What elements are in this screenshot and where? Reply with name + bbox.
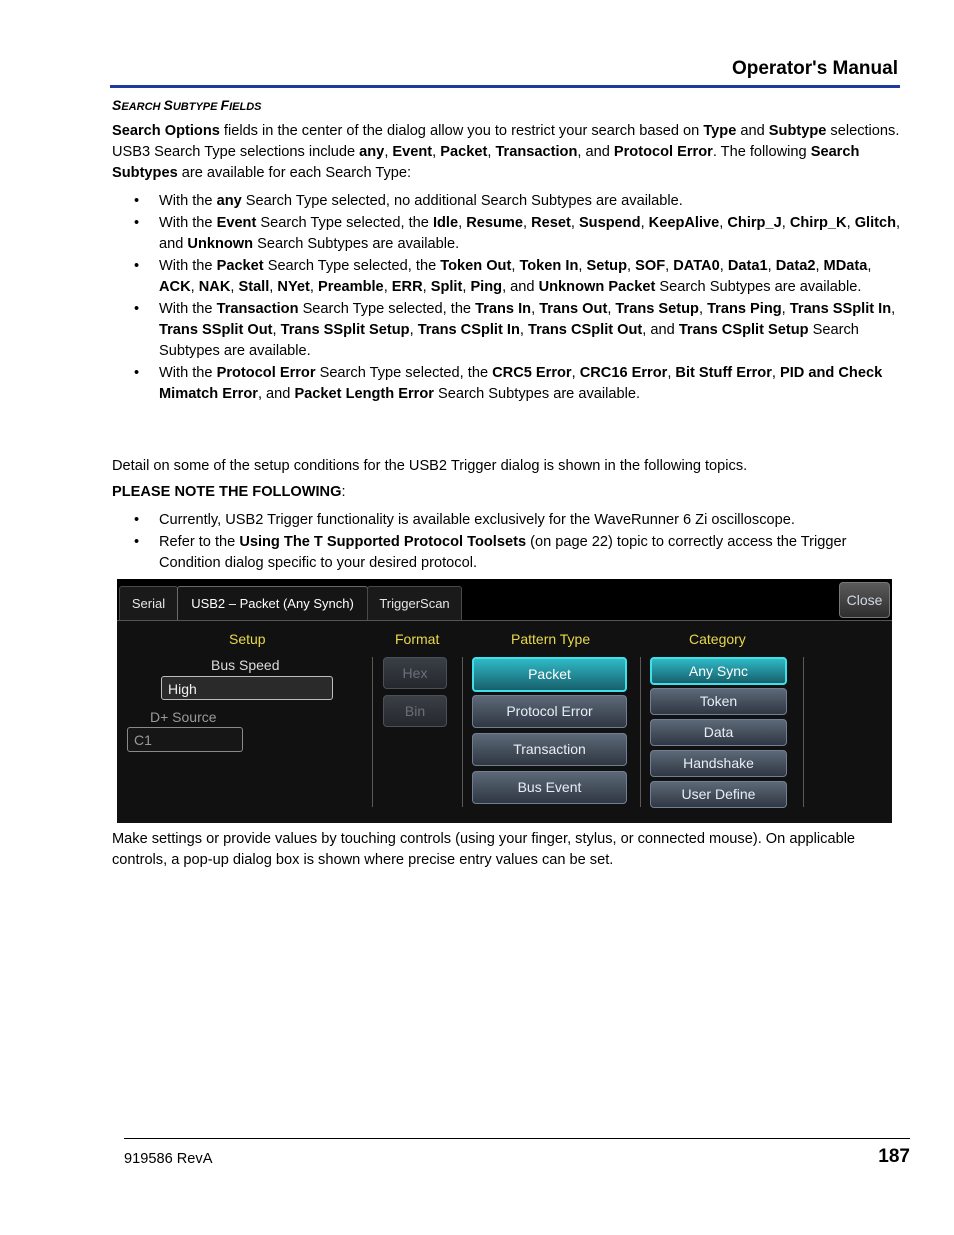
tab-triggerscan[interactable]: TriggerScan bbox=[367, 586, 462, 621]
detail-paragraph: Detail on some of the setup conditions for the USB2 Trigger dialog is shown in the following topics. bbox=[112, 458, 748, 474]
note-heading: PLEASE NOTE THE FOLLOWING: bbox=[112, 484, 346, 500]
after-paragraph: Make settings or provide values by touching controls (using your finger, stylus, or connected mouse). On applicable controls, a pop-up dialog box is shown where precise entry values can be set. bbox=[112, 831, 856, 868]
column-divider bbox=[462, 657, 463, 807]
format-hex-button[interactable]: Hex bbox=[383, 657, 447, 689]
format-title: Format bbox=[395, 631, 440, 647]
note-list bbox=[112, 510, 902, 575]
section-heading: SEARCH SUBTYPE FIELDS bbox=[112, 97, 262, 113]
category-title: Category bbox=[689, 631, 746, 647]
dplus-source-label: D+ Source bbox=[150, 709, 217, 725]
footer-rule bbox=[124, 1138, 910, 1139]
list-item: • With the Transaction Search Type selected, the Trans In, Trans Out, Trans Setup, Trans Ping, Trans SSplit In, Trans SSplit Out, Trans SSplit Setup, Trans CSplit In, Trans CSplit Out, and Trans CSplit Setup Search Subtypes are available. bbox=[112, 299, 902, 362]
list-item: • Refer to the Using The T Supported Protocol Toolsets (on page 22) topic to correctly access the Trigger Condition dialog specific to your desired protocol. bbox=[112, 532, 902, 574]
pattern-packet-button[interactable]: Packet bbox=[472, 657, 627, 692]
list-item: • With the Packet Search Type selected, the Token Out, Token In, Setup, SOF, DATA0, Data1, Data2, MData, ACK, NAK, Stall, NYet, Preamble, ERR, Split, Ping, and Unknown Packet Search Subtypes are available. bbox=[112, 256, 902, 298]
setup-title: Setup bbox=[229, 631, 266, 647]
usb2-trigger-dialog-screenshot bbox=[117, 579, 892, 823]
list-item: • With the any Search Type selected, no additional Search Subtypes are available. bbox=[112, 191, 902, 212]
category-handshake-button[interactable]: Handshake bbox=[650, 750, 787, 777]
format-bin-button[interactable]: Bin bbox=[383, 695, 447, 727]
list-item: • With the Protocol Error Search Type selected, the CRC5 Error, CRC16 Error, Bit Stuff Error, PID and Check Mimatch Error, and Packet Length Error Search Subtypes are available. bbox=[112, 363, 902, 405]
category-user-define-button[interactable]: User Define bbox=[650, 781, 787, 808]
page-number: 187 bbox=[878, 1146, 910, 1167]
pattern-type-title: Pattern Type bbox=[511, 631, 591, 647]
search-subtype-list bbox=[112, 191, 902, 406]
bus-speed-field[interactable]: High bbox=[161, 676, 333, 700]
intro-paragraph: Search Options fields in the center of the dialog allow you to restrict your search based on Type and Subtype selections. USB3 Search Type selections include any, Event, Packet, Transaction, and Protocol Error. The following Search Subtypes are available for each Search Type: bbox=[112, 123, 900, 181]
header-rule bbox=[110, 85, 900, 88]
column-divider bbox=[803, 657, 804, 807]
bus-speed-label: Bus Speed bbox=[211, 657, 280, 673]
page-header-title: Operator's Manual bbox=[731, 58, 898, 79]
list-item: • Currently, USB2 Trigger functionality is available exclusively for the WaveRunner 6 Zi oscilloscope. bbox=[112, 510, 902, 531]
category-token-button[interactable]: Token bbox=[650, 688, 787, 715]
column-divider bbox=[640, 657, 641, 807]
pattern-bus-event-button[interactable]: Bus Event bbox=[472, 771, 627, 804]
dialog-body bbox=[117, 620, 892, 823]
category-data-button[interactable]: Data bbox=[650, 719, 787, 746]
tab-serial[interactable]: Serial bbox=[119, 586, 178, 621]
pattern-transaction-button[interactable]: Transaction bbox=[472, 733, 627, 766]
category-any-sync-button[interactable]: Any Sync bbox=[650, 657, 787, 685]
close-button[interactable]: Close bbox=[839, 582, 890, 618]
tab-bar bbox=[117, 579, 892, 620]
dplus-source-field[interactable]: C1 bbox=[127, 727, 243, 752]
tab-usb2-packet[interactable]: USB2 – Packet (Any Synch) bbox=[177, 586, 368, 621]
pattern-protocol-error-button[interactable]: Protocol Error bbox=[472, 695, 627, 728]
footer-doc-id: 919586 RevA bbox=[124, 1151, 213, 1167]
column-divider bbox=[372, 657, 373, 807]
list-item: • With the Event Search Type selected, the Idle, Resume, Reset, Suspend, KeepAlive, Chirp_J, Chirp_K, Glitch, and Unknown Search Subtypes are available. bbox=[112, 213, 902, 255]
